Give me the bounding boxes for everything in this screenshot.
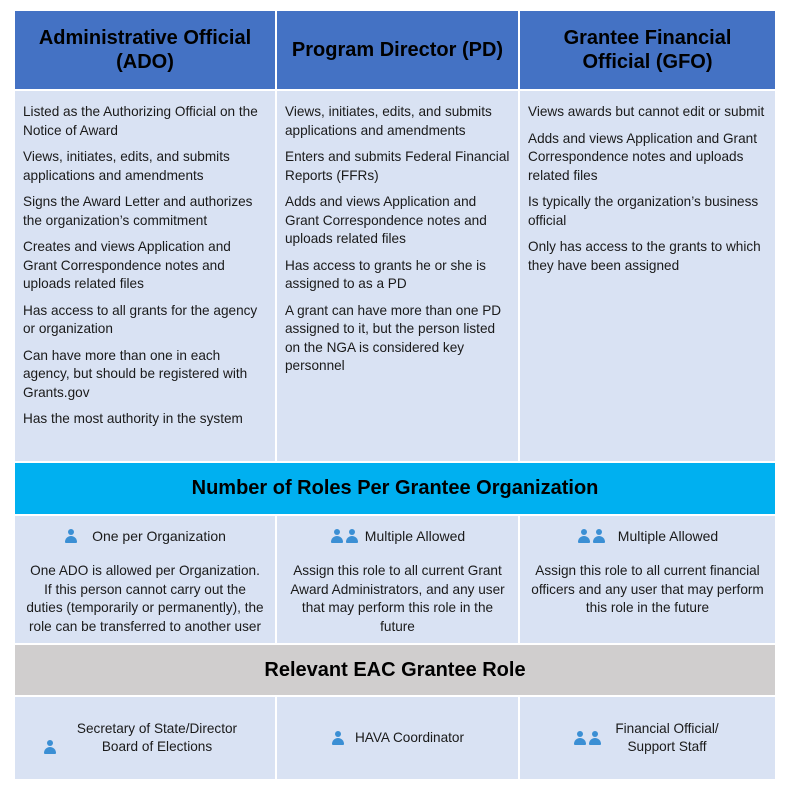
gfo-role-title-row bbox=[530, 524, 765, 548]
gfo-role-text: Assign this role to all current financial officers and any user that may perform this role in the future bbox=[531, 563, 764, 615]
ado-role-title: One per Organization bbox=[92, 527, 226, 544]
single-person-icon bbox=[331, 731, 345, 745]
gfo-role-title: Multiple Allowed bbox=[617, 527, 719, 544]
header-gfo: Grantee Financial Official (GFO) bbox=[519, 10, 776, 90]
pd-item: Enters and submits Federal Financial Reports (FFRs) bbox=[285, 149, 510, 183]
eac-ado-label: Secretary of State/Director Board of Elections bbox=[76, 720, 238, 754]
header-pd: Program Director (PD) bbox=[276, 10, 519, 90]
ado-role-title-row bbox=[25, 524, 265, 548]
gfo-item: Adds and views Application and Grant Correspondence notes and uploads related files bbox=[528, 130, 757, 183]
two-people-icon bbox=[573, 731, 602, 745]
gfo-role-count bbox=[519, 515, 776, 644]
single-person-icon bbox=[64, 529, 78, 543]
ado-item: Listed as the Authorizing Official on the Notice of Award bbox=[23, 104, 258, 138]
gfo-item: Is typically the organization’s business official bbox=[528, 194, 759, 228]
eac-gfo-label: Financial Official/ Support Staff bbox=[615, 720, 719, 754]
gfo-responsibilities bbox=[519, 90, 776, 462]
eac-role-ado bbox=[14, 696, 276, 780]
ado-item: Has access to all grants for the agency or organization bbox=[23, 302, 258, 336]
eac-band-title: Relevant EAC Grantee Role bbox=[14, 644, 776, 696]
ado-responsibilities bbox=[14, 90, 276, 462]
eac-role-gfo bbox=[519, 696, 776, 780]
eac-role-pd bbox=[276, 696, 519, 780]
pd-role-count bbox=[276, 515, 519, 644]
pd-item: Adds and views Application and Grant Correspondence notes and uploads related files bbox=[285, 194, 487, 246]
ado-item: Views, initiates, edits, and submits applications and amendments bbox=[23, 149, 230, 183]
roles-band-title: Number of Roles Per Grantee Organization bbox=[14, 462, 776, 515]
ado-item: Can have more than one in each agency, but should be registered with Grants.gov bbox=[23, 347, 248, 400]
eac-pd-label: HAVA Coordinator bbox=[354, 729, 465, 745]
two-people-icon bbox=[330, 529, 359, 543]
pd-item: Has access to grants he or she is assigned to as a PD bbox=[285, 257, 486, 291]
ado-item: Creates and views Application and Grant Correspondence notes and uploads related files bbox=[23, 239, 231, 291]
pd-role-title: Multiple Allowed bbox=[364, 527, 466, 544]
ado-item: Signs the Award Letter and authorizes the organization’s commitment bbox=[23, 194, 253, 228]
gfo-item: Views awards but cannot edit or submit bbox=[528, 104, 765, 119]
header-ado: Administrative Official (ADO) bbox=[14, 10, 276, 90]
pd-role-title-row bbox=[287, 524, 508, 548]
ado-role-text: One ADO is allowed per Organization. If this person cannot carry out the duties (temporarily or permanently), the role can be transferred to another user bbox=[26, 563, 264, 634]
pd-responsibilities bbox=[276, 90, 519, 462]
ado-role-count bbox=[14, 515, 276, 644]
roles-table bbox=[14, 10, 776, 780]
pd-item: A grant can have more than one PD assigned to it, but the person listed on the NGA is considered key personnel bbox=[285, 302, 502, 373]
two-people-icon bbox=[577, 529, 606, 543]
pd-item: Views, initiates, edits, and submits applications and amendments bbox=[285, 104, 492, 138]
ado-item: Has the most authority in the system bbox=[23, 411, 243, 426]
gfo-item: Only has access to the grants to which they have been assigned bbox=[528, 239, 761, 273]
single-person-icon bbox=[43, 740, 57, 754]
pd-role-text: Assign this role to all current Grant Award Administrators, and any user that may perform this role in the future bbox=[290, 563, 505, 634]
